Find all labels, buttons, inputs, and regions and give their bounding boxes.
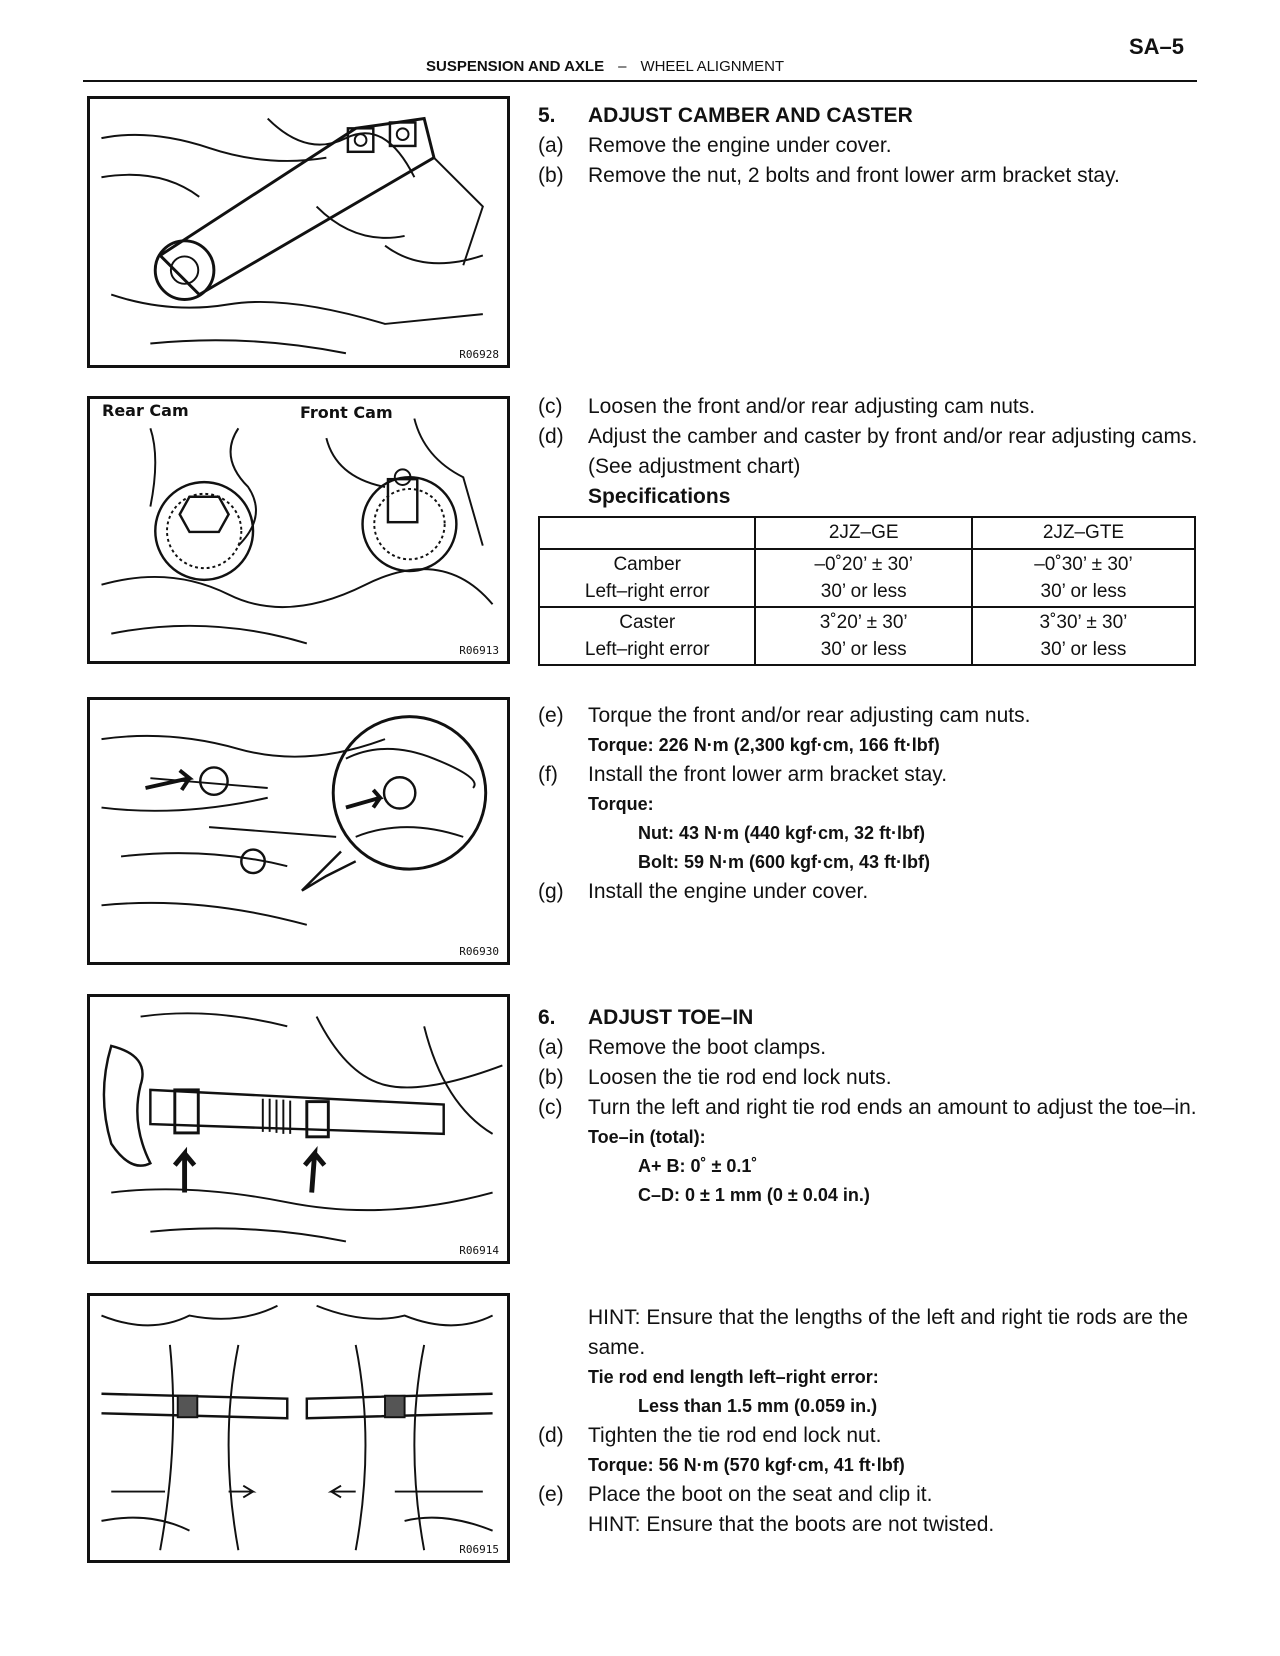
item-label: (a) [538, 1036, 564, 1059]
figure-bracket-stay [87, 96, 510, 368]
topic-title: WHEEL ALIGNMENT [640, 58, 785, 75]
figure-tie-rod-length [87, 1293, 510, 1563]
item-label: (g) [538, 880, 564, 903]
bracket-stay-illustration [90, 99, 507, 365]
torque-label: Torque: [588, 794, 654, 814]
step6-c [538, 1093, 1198, 1123]
step5-f [538, 760, 1198, 790]
header-rule [83, 80, 1197, 82]
cell-value: 30’ or less [820, 581, 907, 602]
specifications-label: Specifications [588, 485, 731, 508]
item-text: Install the engine under cover. [588, 880, 869, 903]
item-text: Loosen the front and/or rear adjusting cam nuts. [588, 395, 1036, 418]
specifications-table [538, 516, 1196, 666]
item-text: Torque the front and/or rear adjusting cam nuts. [588, 704, 1031, 727]
row-label: Caster [619, 612, 676, 633]
figure-code: R06915 [459, 1543, 499, 1556]
front-cam-label: Front Cam [300, 403, 393, 422]
toe-in-label: Toe–in (total): [588, 1127, 706, 1147]
toe-in-distance: C–D: 0 ± 1 mm (0 ± 0.04 in.) [638, 1185, 870, 1205]
cell-value: 30’ or less [820, 639, 907, 660]
figure-adjusting-cams [87, 396, 510, 664]
step5-g [538, 877, 1198, 907]
bolt-torque: Bolt: 59 N·m (600 kgf·cm, 43 ft·lbf) [638, 852, 931, 872]
item-label: (b) [538, 164, 564, 187]
table-cell [539, 549, 755, 607]
step6-heading [538, 1003, 1198, 1033]
row-sublabel: Left–right error [584, 639, 710, 660]
item-text: Install the front lower arm bracket stay. [588, 763, 948, 786]
table-cell [972, 549, 1195, 607]
header-separator: – [618, 58, 627, 75]
cell-value: 30’ or less [1040, 639, 1127, 660]
item-label: (a) [538, 134, 564, 157]
item-text: Adjust the camber and caster by front and/or rear adjusting cams. (See adjustment chart) [588, 425, 1198, 478]
step5-a [538, 131, 1198, 161]
item-label: (c) [538, 1096, 563, 1119]
step5-e [538, 701, 1198, 731]
step6-a [538, 1033, 1198, 1063]
table-header-row [539, 517, 1195, 549]
nut-torque: Nut: 43 N·m (440 kgf·cm, 32 ft·lbf) [638, 823, 926, 843]
tie-rod-length-illustration [90, 1296, 507, 1560]
figure-torque-cam-nuts [87, 697, 510, 965]
tie-rod-length-hint: HINT: Ensure that the lengths of the left and right tie rods are the same. [588, 1306, 1189, 1359]
item-text: Loosen the tie rod end lock nuts. [588, 1066, 892, 1089]
table-header: 2JZ–GTE [972, 517, 1195, 549]
step6-intro [538, 1003, 1198, 1210]
table-cell [755, 549, 971, 607]
item-label: (f) [538, 763, 558, 786]
step5-intro [538, 101, 1198, 191]
step6-finish [538, 1303, 1198, 1540]
figure-code: R06930 [459, 945, 499, 958]
cell-value: 30’ or less [1040, 581, 1127, 602]
running-header [426, 58, 784, 75]
table-row [539, 549, 1195, 607]
step6-d [538, 1421, 1198, 1451]
row-sublabel: Left–right error [584, 581, 710, 602]
step6-b [538, 1063, 1198, 1093]
boot-hint: HINT: Ensure that the boots are not twisted. [588, 1513, 995, 1536]
tie-rod-error-label: Tie rod end length left–right error: [588, 1367, 879, 1387]
step5-torque [538, 701, 1198, 907]
table-header: 2JZ–GE [755, 517, 971, 549]
row-label: Camber [613, 554, 682, 575]
section-title: SUSPENSION AND AXLE [426, 58, 605, 75]
item-label: (d) [538, 1424, 564, 1447]
item-label: (b) [538, 1066, 564, 1089]
item-label: (d) [538, 425, 564, 448]
cam-nut-torque: Torque: 226 N·m (2,300 kgf·cm, 166 ft·lbf) [588, 735, 940, 755]
step-number: 5. [538, 104, 556, 127]
item-text: Remove the nut, 2 bolts and front lower arm bracket stay. [588, 164, 1120, 187]
step-title: ADJUST TOE–IN [588, 1006, 754, 1029]
toe-in-angle: A+ B: 0˚ ± 0.1˚ [638, 1156, 758, 1176]
rear-cam-label: Rear Cam [102, 401, 189, 420]
step5-c [538, 392, 1198, 422]
table-corner-cell [539, 517, 755, 549]
item-text: Tighten the tie rod end lock nut. [588, 1424, 882, 1447]
page-number: SA–5 [1128, 34, 1184, 59]
cell-value: 3˚30’ ± 30’ [1039, 612, 1128, 633]
item-text: Remove the engine under cover. [588, 134, 892, 157]
step-number: 6. [538, 1006, 556, 1029]
figure-code: R06913 [459, 644, 499, 657]
table-cell [755, 607, 971, 665]
item-text: Remove the boot clamps. [588, 1036, 827, 1059]
item-label: (e) [538, 704, 564, 727]
step-title: ADJUST CAMBER AND CASTER [588, 104, 913, 127]
figure-code: R06928 [459, 348, 499, 361]
step6-e [538, 1480, 1198, 1510]
figure-tie-rod-clamps [87, 994, 510, 1264]
table-cell [539, 607, 755, 665]
figure-code: R06914 [459, 1244, 499, 1257]
tie-rod-error-value: Less than 1.5 mm (0.059 in.) [638, 1396, 878, 1416]
cell-value: –0˚30’ ± 30’ [1034, 554, 1133, 575]
item-text: Turn the left and right tie rod ends an amount to adjust the toe–in. [588, 1096, 1197, 1119]
step5-heading [538, 101, 1198, 131]
step5-d [538, 422, 1198, 482]
table-row [539, 607, 1195, 665]
lock-nut-torque: Torque: 56 N·m (570 kgf·cm, 41 ft·lbf) [588, 1455, 905, 1475]
adjusting-cams-illustration [90, 399, 507, 661]
item-label: (e) [538, 1483, 564, 1506]
torque-cam-nuts-illustration [90, 700, 507, 962]
item-text: Place the boot on the seat and clip it. [588, 1483, 933, 1506]
tie-rod-clamps-illustration [90, 997, 507, 1261]
cell-value: 3˚20’ ± 30’ [819, 612, 908, 633]
step5-adjust [538, 392, 1198, 512]
table-cell [972, 607, 1195, 665]
step5-b [538, 161, 1198, 191]
item-label: (c) [538, 395, 563, 418]
cell-value: –0˚20’ ± 30’ [814, 554, 913, 575]
